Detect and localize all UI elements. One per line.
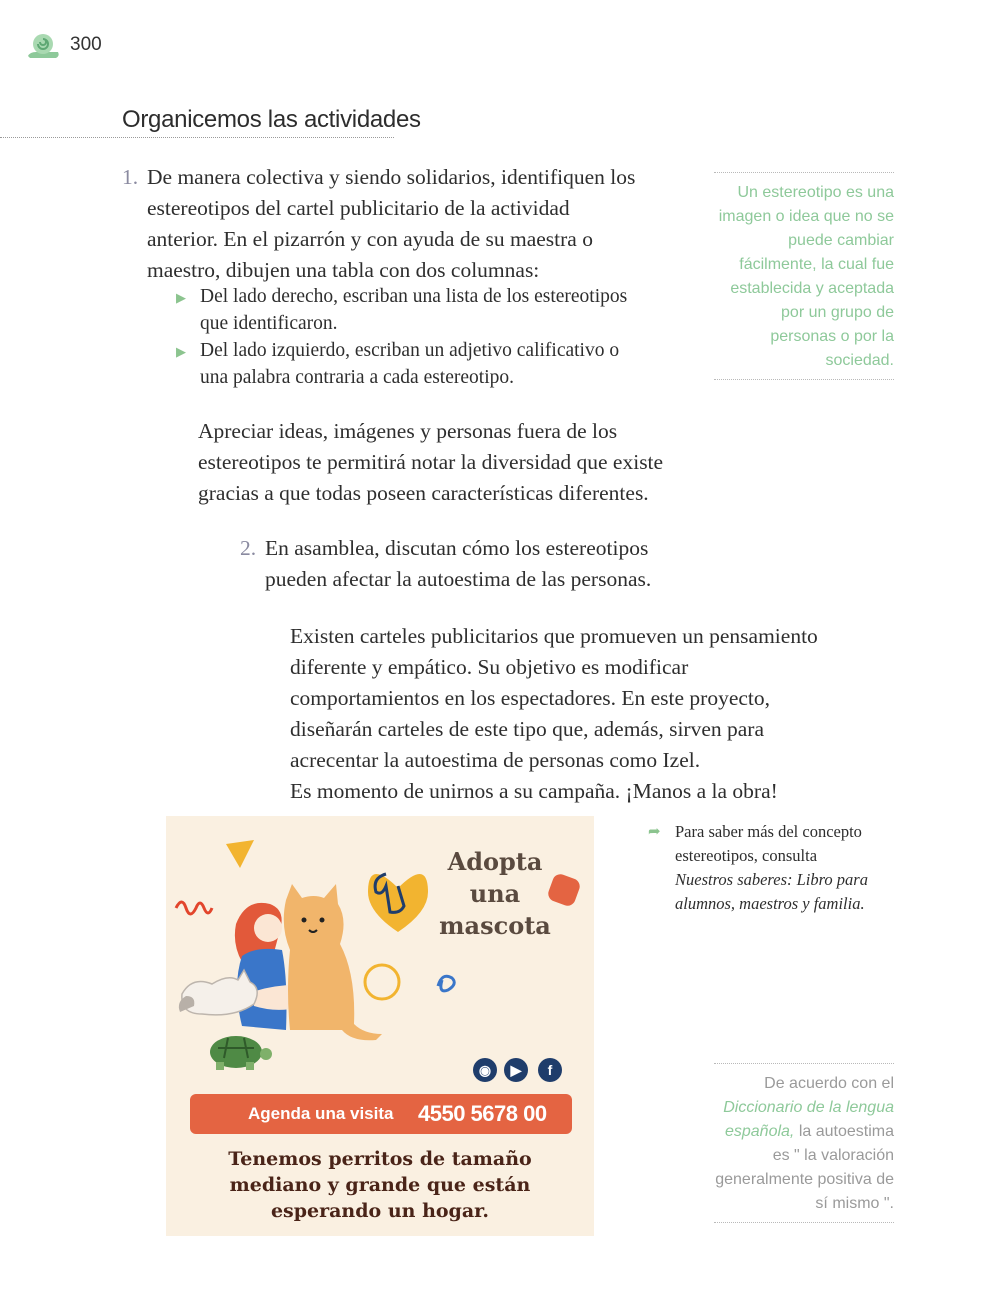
- poster-title-line: mascota: [439, 911, 551, 940]
- activity-item-2: [240, 533, 670, 595]
- bullet-arrow-icon: ▶: [176, 290, 186, 305]
- visit-label: Agenda una visita: [248, 1104, 394, 1123]
- poster-title-line: Adopta: [447, 847, 543, 876]
- more-info-text: Para saber más del concepto estereotipos, consulta: [675, 822, 862, 865]
- item-number: 1.: [122, 165, 139, 189]
- book-title: Nuestros saberes: Libro para alumnos, maestros y familia.: [675, 870, 868, 913]
- bullet-item: [176, 283, 646, 337]
- poster-footer: Tenemos perritos de tamaño mediano y grande que están esperando un hogar.: [228, 1148, 532, 1222]
- sidebar-more-info: [648, 820, 878, 916]
- arrow-right-icon: ➦: [648, 824, 661, 840]
- sidebar-text: la autoestima es " la valoración generalmente positiva de sí mismo ".: [715, 1123, 894, 1212]
- facebook-icon: f: [538, 1058, 562, 1082]
- activity-item-1: [122, 162, 642, 286]
- paragraph-existen: [290, 621, 830, 807]
- paragraph-text: Es momento de unirnos a su campaña. ¡Manos a la obra!: [290, 779, 778, 803]
- item-text: De manera colectiva y siendo solidarios, identifiquen los estereotipos del cartel publicitario de la actividad anterior. En el pizarrón y con ayuda de su maestra o maestro, dibujen una tabla con dos columnas:: [147, 165, 636, 282]
- adoption-poster: [166, 816, 594, 1236]
- bullet-item: [176, 337, 646, 391]
- paragraph-text: Existen carteles publicitarios que promueven un pensamiento diferente y empático. Su objetivo es modificar comportamientos en los espectadores. En este proyecto, diseñarán carteles de este tipo que, además, sirven para acrecentar la autoestima de personas como Izel.: [290, 624, 818, 772]
- sidebar-definition: Un estereotipo es una imagen o idea que no se puede cambiar fácilmente, la cual fue establecida y aceptada por un grupo de personas o por la sociedad.: [714, 172, 894, 380]
- phone-number: 4550 5678 00: [418, 1101, 547, 1126]
- bullet-text: Del lado derecho, escriban una lista de los estereotipos que identificaron.: [200, 286, 628, 334]
- sidebar-autoestima: [714, 1063, 894, 1223]
- poster-title: [420, 846, 570, 942]
- instagram-icon: ◉: [473, 1058, 497, 1082]
- page-number: 300: [70, 34, 102, 55]
- item-number: 2.: [240, 536, 257, 560]
- sidebar-text: De acuerdo con el: [764, 1075, 894, 1092]
- title-divider: [0, 137, 394, 138]
- dictionary-title: Diccionario de la lengua española,: [723, 1099, 894, 1140]
- item-text: En asamblea, discutan cómo los estereotipos pueden afectar la autoestima de las personas.: [265, 536, 652, 591]
- section-title: Organicemos las actividades: [122, 106, 421, 133]
- bullet-text: Del lado izquierdo, escriban un adjetivo calificativo o una palabra contraria a cada estereotipo.: [200, 340, 620, 388]
- visit-banner: [190, 1094, 572, 1134]
- snail-icon: [26, 30, 62, 60]
- youtube-icon: ▶: [504, 1058, 528, 1082]
- bullet-arrow-icon: ▶: [176, 344, 186, 359]
- paragraph-apreciar: Apreciar ideas, imágenes y personas fuera de los estereotipos te permitirá notar la diversidad que existe gracias a que todas poseen características diferentes.: [198, 419, 664, 505]
- poster-title-line: una: [469, 879, 521, 908]
